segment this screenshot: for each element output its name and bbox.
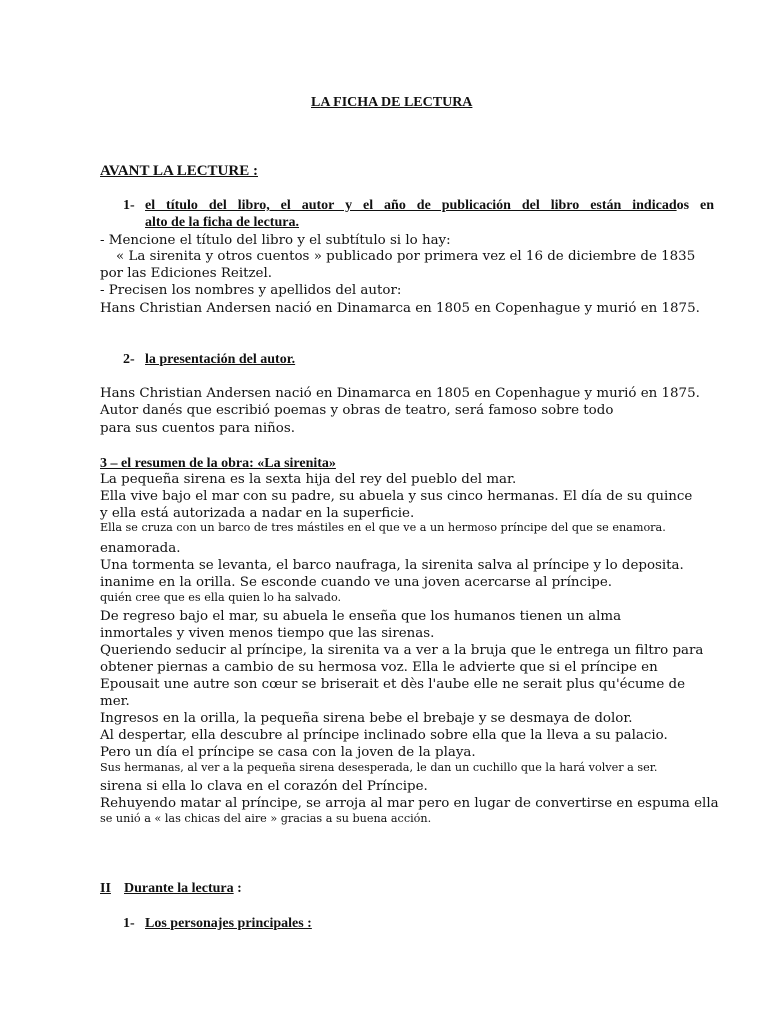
text-line: y ella está autorizada a nadar en la superficie.	[100, 506, 415, 521]
text-line: - Precisen los nombres y apellidos del autor:	[100, 283, 402, 298]
text-line-small: Ella se cruza con un barco de tres mástiles en el que ve a un hermoso príncipe del que se enamora.	[100, 521, 666, 534]
text-line: Queriendo seducir al príncipe, la sirenita va a ver a la bruja que le entrega un filtro para	[100, 643, 704, 658]
text-line: La pequeña sirena es la sexta hija del rey del pueblo del mar.	[100, 472, 517, 487]
section-number-1: 1-	[123, 198, 135, 213]
text-line: Autor danés que escribió poemas y obras de teatro, será famoso sobre todo	[100, 403, 614, 418]
section-3-heading: 3 – el resumen de la obra: «La sirenita»	[100, 456, 336, 471]
part-2-heading-wrap	[124, 881, 242, 897]
text-line: Ella vive bajo el mar con su padre, su abuela y sus cinco hermanas. El día de su quince	[100, 489, 693, 504]
text-line: por las Ediciones Reitzel.	[100, 266, 273, 281]
text-line-small: Sus hermanas, al ver a la pequeña sirena desesperada, le dan un cuchillo que la hará volver a ser.	[100, 761, 658, 774]
section-number-2: 2-	[123, 352, 135, 367]
text-line: De regreso bajo el mar, su abuela le enseña que los humanos tienen un alma	[100, 609, 622, 624]
text-line: enamorada.	[100, 541, 181, 556]
part-2-number: II	[100, 881, 111, 896]
text-line: sirena si ella lo clava en el corazón del Príncipe.	[100, 779, 428, 794]
section-1-heading-line1	[145, 198, 714, 214]
part-2-heading: Durante la lectura	[124, 881, 234, 896]
section-number-ii-1: 1-	[123, 916, 135, 931]
section-1-heading-tail: os en	[676, 198, 714, 213]
section-1-heading-underlined: el título del libro, el autor y el año de publicación del libro están indicad	[145, 198, 677, 213]
text-line: Una tormenta se levanta, el barco naufraga, la sirenita salva al príncipe y lo deposita.	[100, 558, 684, 573]
text-line: Al despertar, ella descubre al príncipe inclinado sobre ella que la lleva a su palacio.	[100, 728, 668, 743]
text-line: Hans Christian Andersen nació en Dinamarca en 1805 en Copenhague y murió en 1875.	[100, 301, 700, 316]
section-heading-avant: AVANT LA LECTURE :	[100, 163, 258, 179]
text-line: Pero un día el príncipe se casa con la joven de la playa.	[100, 745, 476, 760]
text-line-small: se unió a « las chicas del aire » gracias a su buena acción.	[100, 812, 432, 825]
part-2-colon: :	[233, 881, 242, 896]
text-line: Hans Christian Andersen nació en Dinamarca en 1805 en Copenhague y murió en 1875.	[100, 386, 700, 401]
text-line: mer.	[100, 694, 130, 709]
page-title: LA FICHA DE LECTURA	[311, 95, 473, 110]
text-line: obtener piernas a cambio de su hermosa voz. Ella le advierte que si el príncipe en	[100, 660, 658, 675]
section-ii-1-heading: Los personajes principales :	[145, 916, 312, 931]
text-line: Rehuyendo matar al príncipe, se arroja al mar pero en lugar de convertirse en espuma ella	[100, 796, 719, 811]
text-line: inmortales y viven menos tiempo que las sirenas.	[100, 626, 435, 641]
text-line: Epousait une autre son cœur se briserait et dès l'aube elle ne serait plus qu'écume de	[100, 677, 686, 692]
text-line: Ingresos en la orilla, la pequeña sirena bebe el brebaje y se desmaya de dolor.	[100, 711, 633, 726]
text-line: inanime en la orilla. Se esconde cuando ve una joven acercarse al príncipe.	[100, 575, 613, 590]
text-line: « La sirenita y otros cuentos » publicado por primera vez el 16 de diciembre de 1835	[116, 249, 696, 264]
section-1-heading-line2: alto de la ficha de lectura.	[145, 215, 299, 230]
text-line: - Mencione el título del libro y el subtítulo si lo hay:	[100, 233, 451, 248]
section-2-heading: la presentación del autor.	[145, 352, 296, 367]
text-line: para sus cuentos para niños.	[100, 421, 295, 436]
text-line-small: quién cree que es ella quien lo ha salvado.	[100, 591, 342, 604]
